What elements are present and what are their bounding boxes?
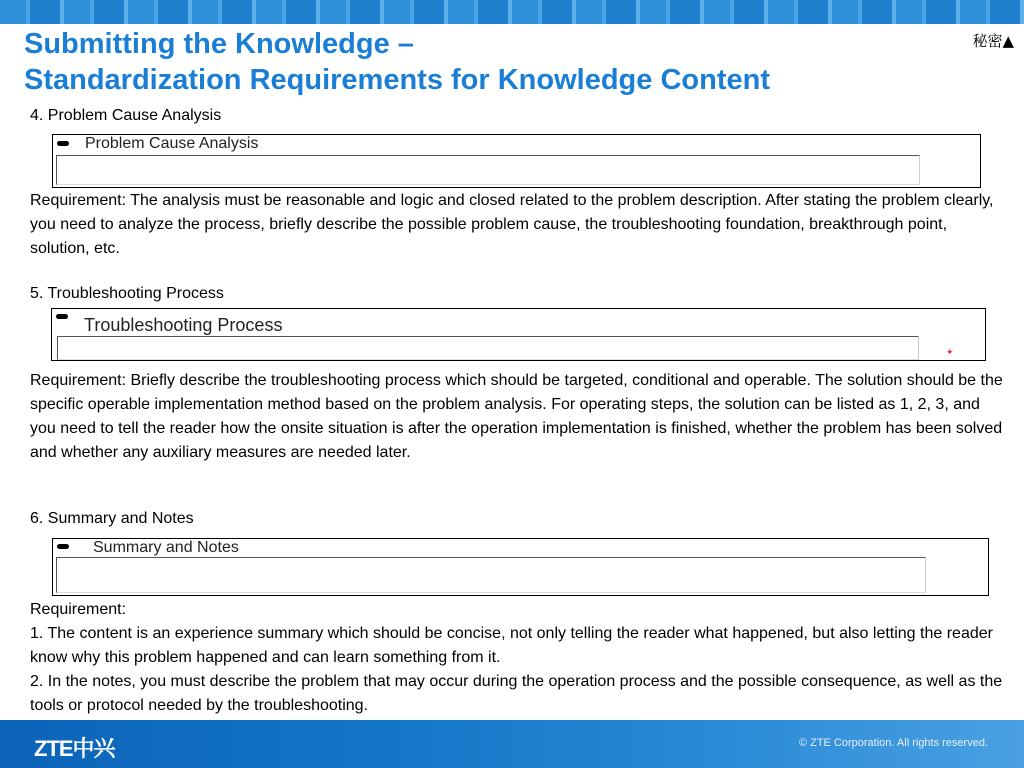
summary-field [56,557,926,593]
section-heading-problem-cause: 4. Problem Cause Analysis [30,107,222,124]
requirement-problem-cause: Requirement: The analysis must be reasonable and logic and closed related to the problem description. After stating the problem clearly, you need to analyze the process, briefly describe the possible problem cause, the troubleshooting foundation, breakthrough point, solution, etc. [30,192,994,257]
form-label: Summary and Notes [93,539,239,556]
form-label: Problem Cause Analysis [85,135,259,152]
problem-cause-form-image [52,134,981,188]
slide-title [24,26,770,98]
problem-cause-field [56,155,920,185]
section-heading-troubleshooting: 5. Troubleshooting Process [30,285,224,302]
requirement-troubleshooting: Requirement: Briefly describe the troubleshooting process which should be targeted, conditional and operable. The solution should be the specific operable implementation method based on the problem analysis. For operating steps, the solution can be listed as 1, 2, 3, and you need to tell the reader how the onsite situation is after the operation implementation is finished, whether the problem has been solved and whether any auxiliary measures are needed later. [30,372,1003,461]
requirement-summary [30,598,1010,718]
bullet-icon [56,314,68,319]
requirement-item-1: 1. The content is an experience summary which should be concise, not only telling the reader what happened, but also letting the reader know why this problem happened and can learn something from it. [30,625,993,666]
troubleshooting-field [57,336,919,360]
title-line-2: Standardization Requirements for Knowledge Content [24,64,770,96]
title-line-1: Submitting the Knowledge – [24,28,414,60]
section-heading-summary: 6. Summary and Notes [30,510,194,527]
requirement-title: Requirement: [30,601,127,618]
zte-logo: ZTE中兴 [34,736,115,761]
bullet-icon [57,141,69,146]
form-label: Troubleshooting Process [84,315,283,335]
requirement-item-2: 2. In the notes, you must describe the problem that may occur during the operation process and the possible consequence, as well as the tools or protocol needed by the troubleshooting. [30,673,1003,714]
bullet-icon [57,544,69,549]
confidential-mark: 秘密▲ [972,32,1014,50]
resize-handle-icon: ✦ [946,347,954,357]
summary-form-image [52,538,989,596]
top-banner [0,0,1024,24]
troubleshooting-form-image [51,308,986,361]
copyright-text: © ZTE Corporation. All rights reserved. [798,737,988,749]
